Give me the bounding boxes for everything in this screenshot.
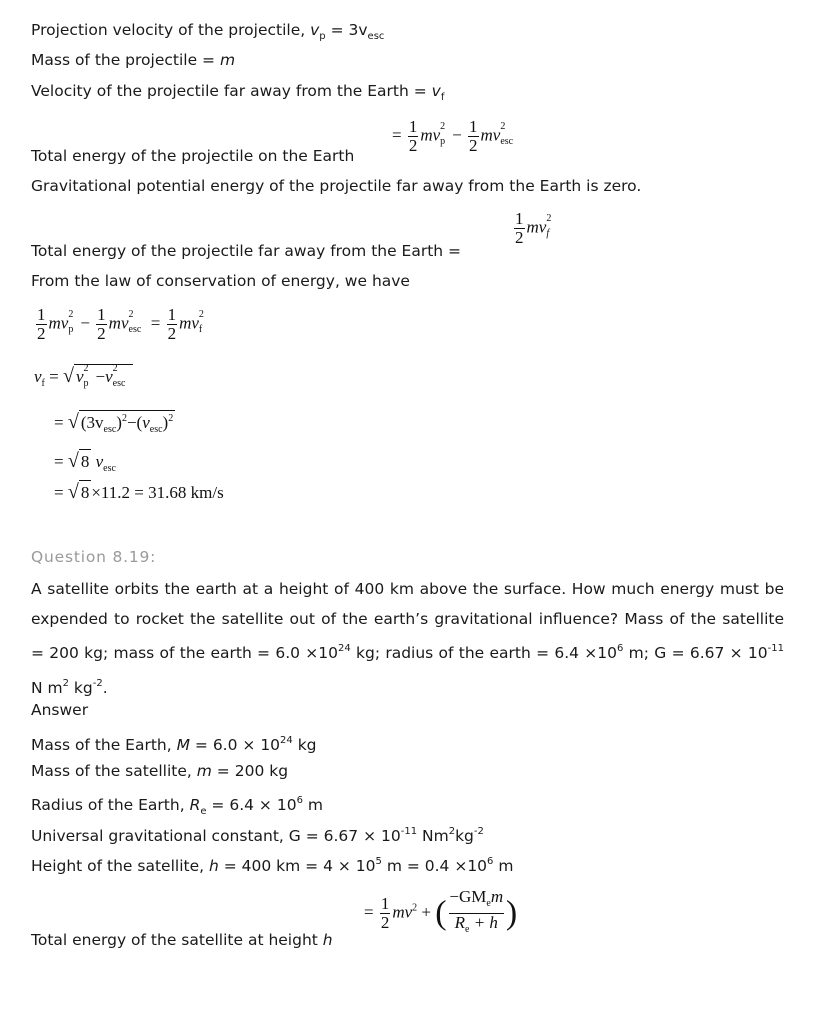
energy-at-height-equation: = $\frac{1}{2}$ $mv^2$ + ( $\frac{-GM_em}{R_e + h}$ ) (364, 888, 517, 939)
conservation-equation: $\frac{1}{2}$ mv 2 p − $\frac{1}{2}$ mv 2 esc = $\frac{1}{2}$ mv 2 f (37, 305, 204, 343)
answer-label: Answer (31, 701, 89, 719)
conservation-line: From the law of conservation of energy, we have (31, 272, 410, 290)
height-satellite-line: Height of the satellite, h = 400 km = $4 \times 10^5$ $m = 0.4 \times 10^6$ m (31, 856, 514, 875)
mass-earth-line: Mass of the Earth, $M = 6.0 \times 10^{24}$ kg (31, 735, 317, 754)
grav-pe-zero-line: Gravitational potential energy of the projectile far away from the Earth is zero. (31, 177, 642, 195)
total-energy-earth-label: Total energy of the projectile on the Earth (31, 147, 355, 165)
result-equation: = √ 8 ×11.2 = 31.68 km/s (54, 481, 224, 503)
sqrt8-equation: = √ 8 $v_{esc}$ (54, 450, 116, 474)
mass-projectile-line: Mass of the projectile = m (31, 51, 236, 69)
energy-far-equation: $\frac{1}{2}$ mv 2 f (515, 209, 552, 247)
question-text: A satellite orbits the earth at a height of 400 km above the surface. How much energy must be expended to rocket the satellite out of the earth’s gravitational influence? Mass of the satellite = 200 kg; mass of the earth = $6.0 \times 10^{24}$ kg; radius of the earth = $6.4 \times 10^6$ m; $G = 6.67 \times 10^{-11}$ N $m^2$ $kg^{-2}$. (31, 580, 785, 697)
vf-equation: $v_f$ = √ v 2 p −v 2 esc (34, 364, 133, 389)
substitution-equation: = √ $(3v_{esc})^2-(v_{esc})^2$ (54, 411, 174, 435)
question-heading: Question 8.19: (31, 548, 157, 566)
energy-on-earth-equation: = $\frac{1}{2}$ mv 2 p − $\frac{1}{2}$ mv 2 esc (392, 117, 514, 155)
velocity-far-line: Velocity of the projectile far away from the Earth = $v_f$ (31, 82, 445, 103)
mass-satellite-line: Mass of the satellite, m = 200 kg (31, 762, 289, 780)
radius-earth-line: Radius of the Earth, $R_e = 6.4 \times 10^6$ m (31, 795, 323, 817)
total-energy-height-label: Total energy of the satellite at height h (31, 931, 333, 949)
projection-velocity-line: Projection velocity of the projectile, $v_p = 3v_{esc}$ (31, 21, 385, 42)
gravitational-constant-line: Universal gravitational constant, $G = 6.67 \times 10^{-11}$ $Nm^2kg^{-2}$ (31, 826, 484, 845)
total-energy-far-label: Total energy of the projectile far away from the Earth = (31, 242, 462, 260)
